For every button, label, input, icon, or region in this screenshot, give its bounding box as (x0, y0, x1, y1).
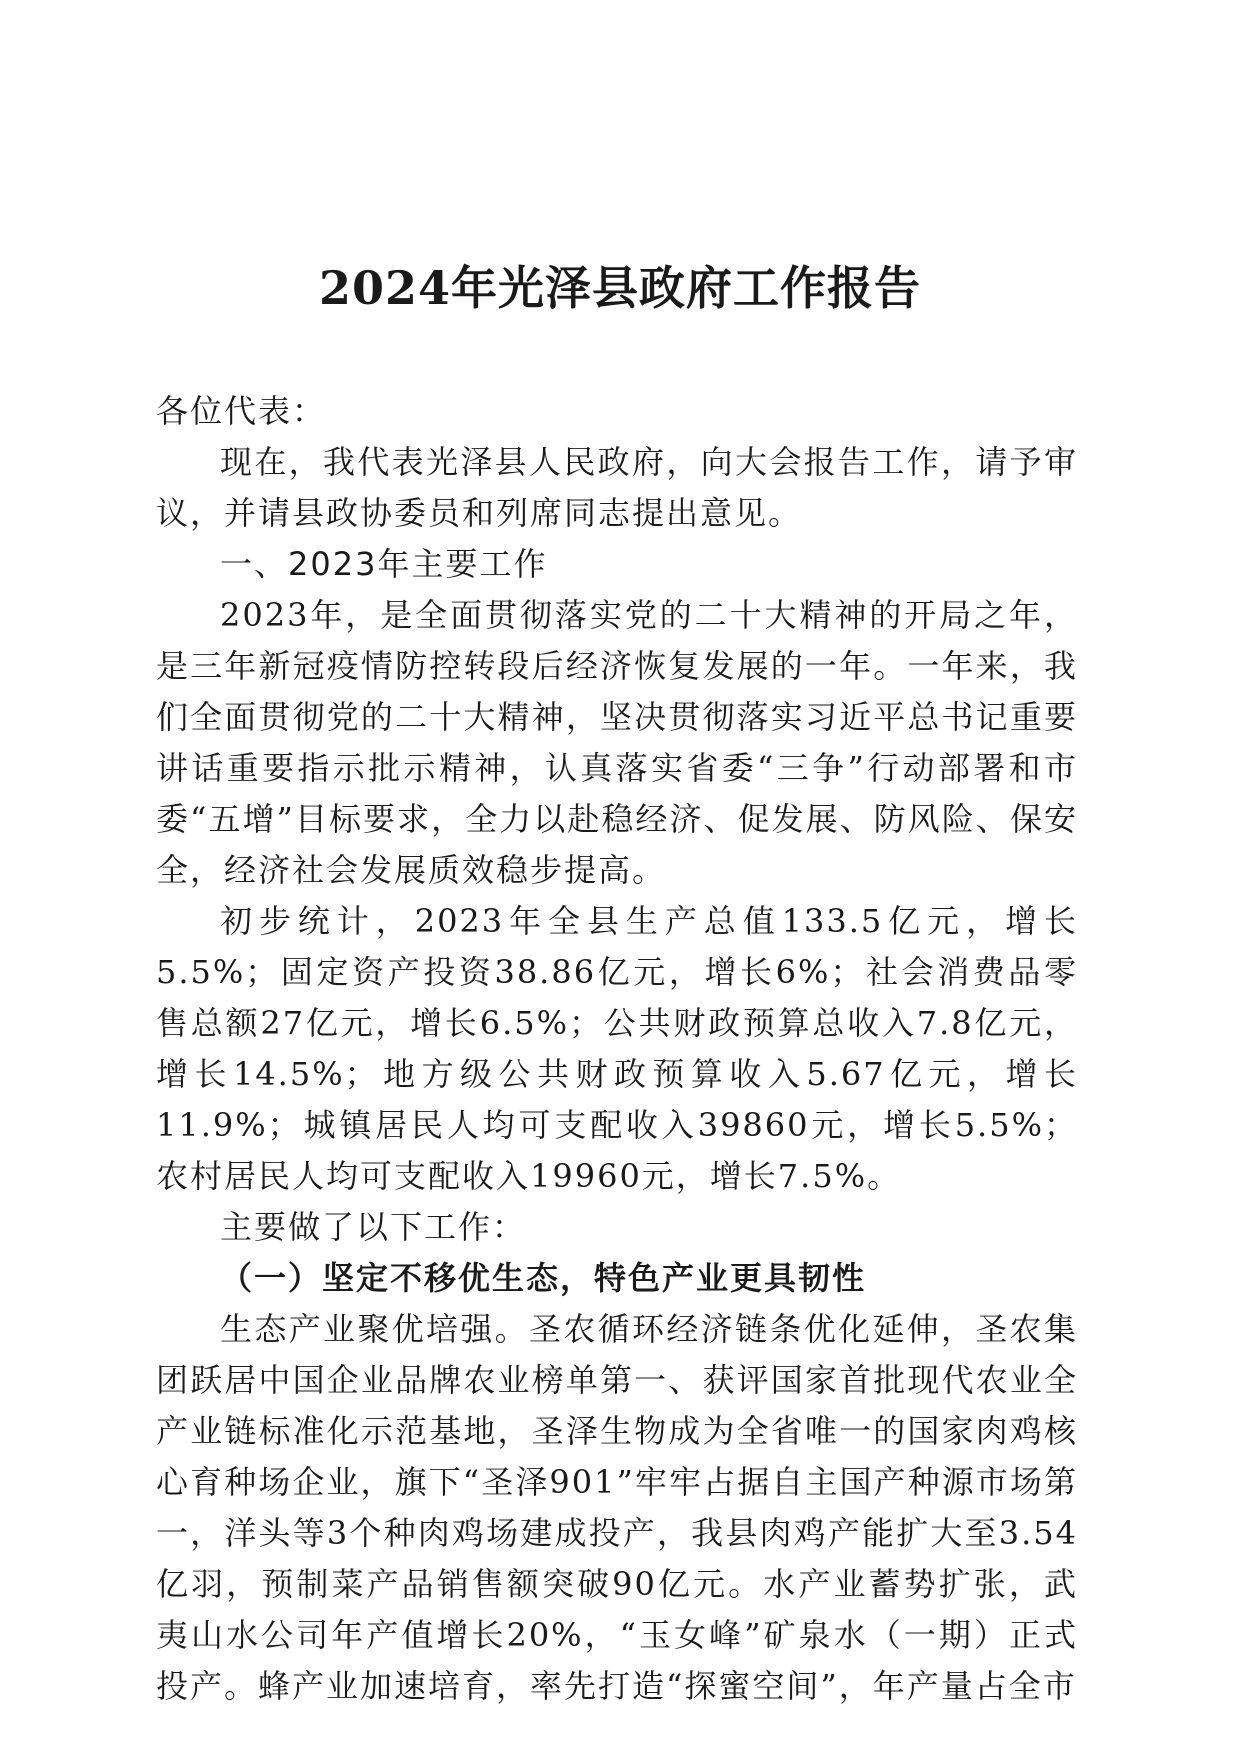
document-body (156, 386, 1078, 1712)
section-heading: 一、2023年主要工作 (220, 545, 548, 583)
salutation: 各位代表： (156, 392, 327, 430)
subsection-heading: （一）坚定不移优生态，特色产业更具韧性 (220, 1259, 867, 1297)
overview-paragraph: 2023年，是全面贯彻落实党的二十大精神的开局之年，是三年新冠疫情防控转段后经济恢复发展的一年。一年来，我们全面贯彻党的二十大精神，坚决贯彻落实习近平总书记重要讲话重要指示批示精神，认真落实省委“三争”行动部署和市委“五增”目标要求，全力以赴稳经济、促发展、防风险、保安全，经济社会发展质效稳步提高。 (156, 596, 1078, 889)
work-intro-paragraph: 主要做了以下工作： (220, 1208, 527, 1246)
intro-paragraph: 现在，我代表光泽县人民政府，向大会报告工作，请予审议，并请县政协委员和列席同志提出意见。 (156, 443, 1078, 532)
document-title: 2024年光泽县政府工作报告 (318, 261, 922, 315)
statistics-paragraph: 初步统计，2023年全县生产总值133.5亿元，增长5.5%；固定资产投资38.86亿元，增长6%；社会消费品零售总额27亿元，增长6.5%；公共财政预算总收入7.8亿元，增长14.5%；地方级公共财政预算收入5.67亿元，增长11.9%；城镇居民人均可支配收入39860元，增长5.5%；农村居民人均可支配收入19960元，增长7.5%。 (156, 902, 1078, 1195)
ecology-industry-paragraph: 生态产业聚优培强。圣农循环经济链条优化延伸，圣农集团跃居中国企业品牌农业榜单第一、获评国家首批现代农业全产业链标准化示范基地，圣泽生物成为全省唯一的国家肉鸡核心育种场企业，旗下“圣泽901”牢牢占据自主国产种源市场第一，洋头等3个种肉鸡场建成投产，我县肉鸡产能扩大至3.54亿羽，预制菜产品销售额突破90亿元。水产业蓄势扩张，武夷山水公司年产值增长20%，“玉女峰”矿泉水（一期）正式投产。蜂产业加速培育，率先打造“探蜜空间”，年产量占全市 (156, 1310, 1078, 1705)
